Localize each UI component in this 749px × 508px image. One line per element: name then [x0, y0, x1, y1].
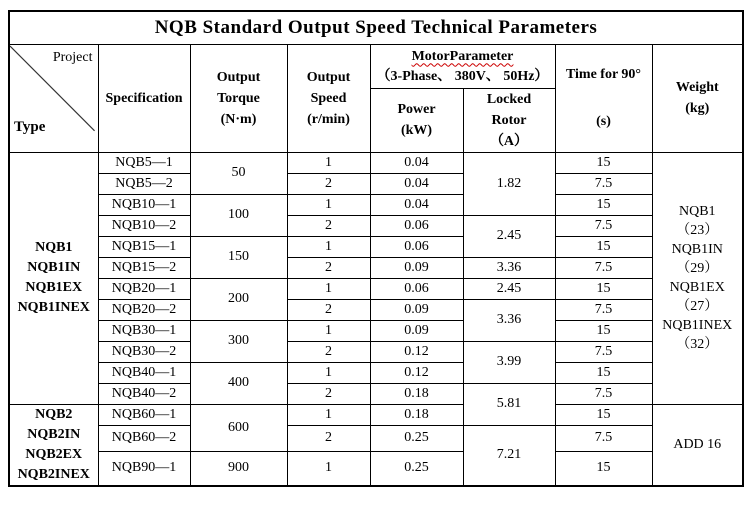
cell-type-group-2: NQB2 NQB2IN NQB2EX NQB2INEX [9, 404, 98, 486]
table-row [9, 194, 743, 215]
table-row [9, 257, 743, 278]
cell-output-speed: 1 [287, 236, 370, 257]
cell-output-speed: 2 [287, 215, 370, 236]
cell-output-speed: 1 [287, 194, 370, 215]
cell-output-torque: 50 [190, 152, 287, 194]
corner-label-project: Project [52, 49, 93, 65]
cell-locked-rotor: 3.99 [463, 341, 555, 383]
cell-specification: NQB5—1 [98, 152, 190, 173]
cell-time: 15 [555, 404, 652, 425]
table-row [9, 320, 743, 341]
cell-specification: NQB5—2 [98, 173, 190, 194]
motor-parameter-title: MotorParameter [411, 48, 514, 64]
cell-specification: NQB90—1 [98, 452, 190, 486]
cell-time: 15 [555, 152, 652, 173]
cell-power: 0.18 [370, 383, 463, 404]
cell-power: 0.12 [370, 362, 463, 383]
cell-output-torque: 100 [190, 194, 287, 236]
cell-locked-rotor: 5.81 [463, 383, 555, 425]
header-time-for-90: Time for 90° (s) [555, 44, 652, 152]
cell-locked-rotor: 3.36 [463, 257, 555, 278]
table-row [9, 404, 743, 425]
document-sheet [8, 10, 744, 487]
table-row [9, 362, 743, 383]
cell-time: 15 [555, 320, 652, 341]
cell-specification: NQB20—1 [98, 278, 190, 299]
cell-time: 7.5 [555, 383, 652, 404]
cell-time: 15 [555, 236, 652, 257]
cell-output-speed: 1 [287, 320, 370, 341]
cell-specification: NQB60—1 [98, 404, 190, 425]
cell-output-speed: 2 [287, 257, 370, 278]
cell-locked-rotor: 2.45 [463, 215, 555, 257]
cell-time: 7.5 [555, 173, 652, 194]
cell-specification: NQB40—2 [98, 383, 190, 404]
header-corner-cell [9, 44, 98, 152]
table-row [9, 152, 743, 173]
cell-power: 0.09 [370, 257, 463, 278]
cell-output-speed: 1 [287, 452, 370, 486]
cell-power: 0.04 [370, 194, 463, 215]
header-specification: Specification [98, 44, 190, 152]
cell-specification: NQB60—2 [98, 425, 190, 452]
cell-specification: NQB10—1 [98, 194, 190, 215]
cell-power: 0.25 [370, 452, 463, 486]
table-row [9, 215, 743, 236]
cell-time: 15 [555, 362, 652, 383]
header-locked-rotor: Locked Rotor （A） [463, 88, 555, 152]
cell-power: 0.09 [370, 299, 463, 320]
cell-specification: NQB40—1 [98, 362, 190, 383]
cell-output-speed: 2 [287, 425, 370, 452]
cell-output-torque: 600 [190, 404, 287, 452]
cell-time: 7.5 [555, 215, 652, 236]
cell-locked-rotor: 2.45 [463, 278, 555, 299]
cell-output-speed: 1 [287, 362, 370, 383]
cell-specification: NQB30—1 [98, 320, 190, 341]
header-row-1 [9, 44, 743, 88]
cell-specification: NQB20—2 [98, 299, 190, 320]
cell-output-torque: 200 [190, 278, 287, 320]
cell-time: 15 [555, 278, 652, 299]
cell-power: 0.09 [370, 320, 463, 341]
cell-time: 15 [555, 452, 652, 486]
cell-output-torque: 150 [190, 236, 287, 278]
table-row [9, 173, 743, 194]
cell-output-speed: 2 [287, 299, 370, 320]
motor-parameter-subtitle: （3-Phase、 380V、 50Hz） [376, 68, 549, 84]
cell-power: 0.04 [370, 173, 463, 194]
cell-time: 7.5 [555, 299, 652, 320]
cell-locked-rotor: 1.82 [463, 152, 555, 215]
cell-output-torque: 900 [190, 452, 287, 486]
cell-output-speed: 2 [287, 383, 370, 404]
cell-output-speed: 1 [287, 278, 370, 299]
header-power: Power (kW) [370, 88, 463, 152]
table-row [9, 299, 743, 320]
cell-power: 0.06 [370, 215, 463, 236]
cell-output-torque: 400 [190, 362, 287, 404]
cell-power: 0.06 [370, 278, 463, 299]
cell-locked-rotor: 7.21 [463, 425, 555, 486]
table-row [9, 236, 743, 257]
cell-weight-group-1: NQB1 （23） NQB1IN （29） NQB1EX （27） NQB1INEX （32） [652, 152, 743, 404]
cell-power: 0.25 [370, 425, 463, 452]
cell-output-speed: 2 [287, 341, 370, 362]
title-row [9, 11, 743, 44]
cell-type-group-1: NQB1 NQB1IN NQB1EX NQB1INEX [9, 152, 98, 404]
table-row [9, 383, 743, 404]
cell-time: 7.5 [555, 257, 652, 278]
cell-output-speed: 1 [287, 404, 370, 425]
table-row [9, 452, 743, 486]
table-row [9, 341, 743, 362]
cell-output-speed: 1 [287, 152, 370, 173]
cell-specification: NQB15—1 [98, 236, 190, 257]
cell-output-torque: 300 [190, 320, 287, 362]
cell-weight-group-2: ADD 16 [652, 404, 743, 486]
header-motor-parameter [370, 44, 555, 88]
cell-locked-rotor: 3.36 [463, 299, 555, 341]
header-weight: Weight (kg) [652, 44, 743, 152]
cell-power: 0.12 [370, 341, 463, 362]
cell-power: 0.06 [370, 236, 463, 257]
cell-time: 7.5 [555, 425, 652, 452]
header-output-torque: Output Torque (N·m) [190, 44, 287, 152]
header-output-speed: Output Speed (r/min) [287, 44, 370, 152]
cell-power: 0.04 [370, 152, 463, 173]
cell-time: 7.5 [555, 341, 652, 362]
cell-time: 15 [555, 194, 652, 215]
cell-specification: NQB10—2 [98, 215, 190, 236]
table-row [9, 425, 743, 452]
cell-specification: NQB15—2 [98, 257, 190, 278]
cell-power: 0.18 [370, 404, 463, 425]
page-title: NQB Standard Output Speed Technical Parameters [9, 11, 743, 44]
corner-label-type: Type [14, 118, 46, 135]
parameters-table [8, 10, 744, 487]
cell-output-speed: 2 [287, 173, 370, 194]
table-row [9, 278, 743, 299]
cell-specification: NQB30—2 [98, 341, 190, 362]
